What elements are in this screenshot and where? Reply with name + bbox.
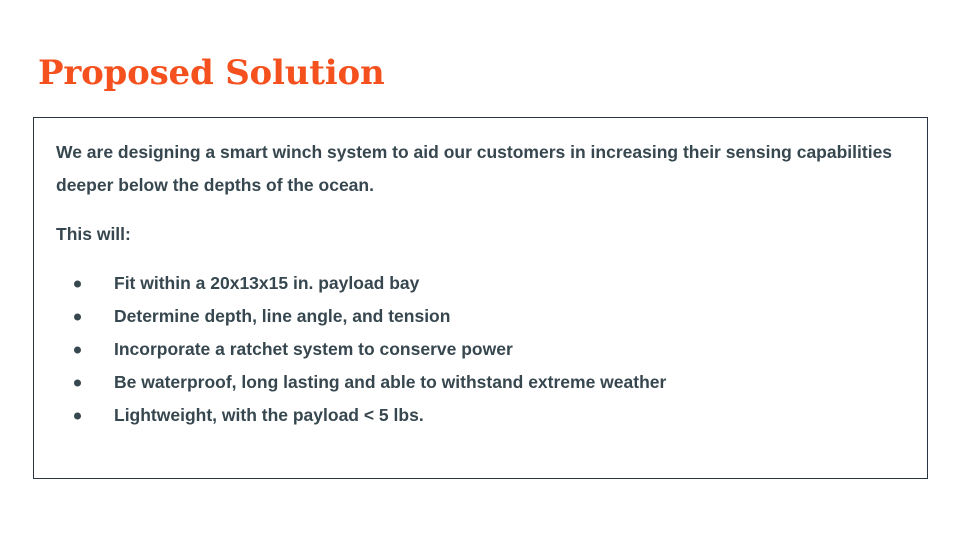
list-item-label: Determine depth, line angle, and tension: [114, 306, 451, 326]
list-item-label: Incorporate a ratchet system to conserve power: [114, 339, 513, 359]
content-box: [33, 117, 928, 479]
list-item-label: Be waterproof, long lasting and able to withstand extreme weather: [114, 372, 667, 392]
bullet-dot-icon: [74, 313, 81, 320]
bullet-dot-icon: [74, 346, 81, 353]
bullet-dot-icon: [74, 412, 81, 419]
list-item: [56, 399, 905, 432]
list-item: [56, 300, 905, 333]
bullet-dot-icon: [74, 379, 81, 386]
requirements-list: [56, 267, 905, 432]
page-title: Proposed Solution: [38, 53, 385, 93]
list-item-label: Lightweight, with the payload < 5 lbs.: [114, 405, 424, 425]
intro-paragraph: We are designing a smart winch system to aid our customers in increasing their sensing capabilities deeper below the depths of the ocean.: [56, 142, 893, 195]
list-item: [56, 267, 905, 300]
list-item-label: Fit within a 20x13x15 in. payload bay: [114, 273, 420, 293]
list-item: [56, 333, 905, 366]
list-lead-in: This will:: [56, 224, 131, 244]
bullet-dot-icon: [74, 280, 81, 287]
list-item: [56, 366, 905, 399]
